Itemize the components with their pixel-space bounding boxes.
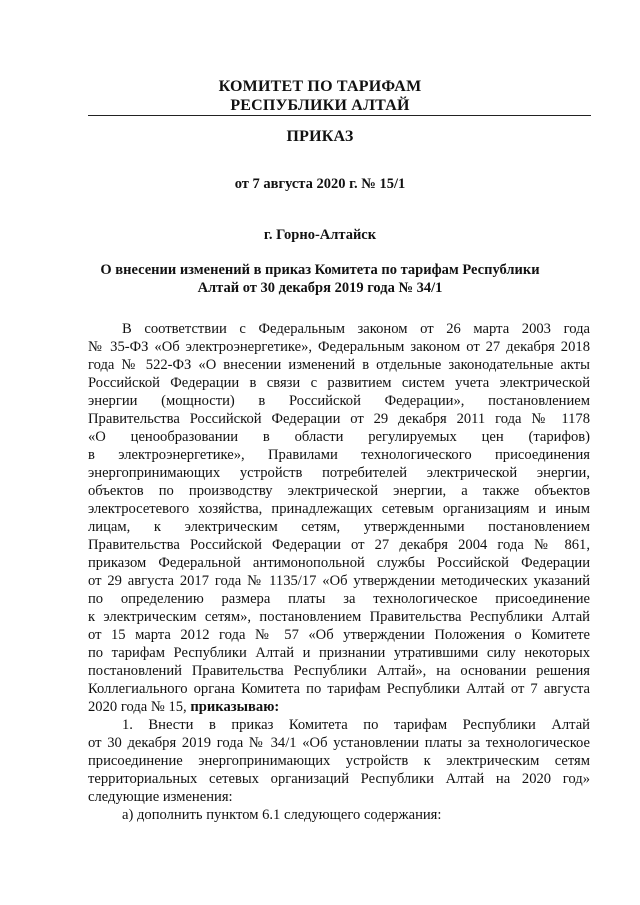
body-line: объектов по производству электрической энергии, а также объектов xyxy=(88,483,590,499)
body-line: электросетевого хозяйства, принадлежащих сетевым организациям и иным xyxy=(88,501,590,517)
doc-title-line2: Алтай от 30 декабря 2019 года № 34/1 xyxy=(197,280,443,296)
org-name-line1: КОМИТЕТ ПО ТАРИФАМ xyxy=(218,78,422,95)
body-line: № 35-ФЗ «Об электроэнергетике», Федеральным законом от 27 декабря 2018 xyxy=(88,339,590,355)
body-line: по тарифам Республики Алтай и признании утратившими силу некоторых xyxy=(88,645,590,661)
body-line: Правительства Российской Федерации от 27 декабря 2004 года № 861, xyxy=(88,537,590,553)
body-line: «О ценообразовании в области регулируемых цен (тарифов) xyxy=(88,429,590,445)
body-line: Российской Федерации в связи с развитием систем учета электрической xyxy=(88,375,590,391)
body-line: энергопринимающих устройств потребителей электрической энергии, xyxy=(88,465,590,481)
body-line: лицам, к электрическим сетям, утвержденными постановлением xyxy=(88,519,590,535)
body-line: к электрическим сетям», постановлением Правительства Республики Алтай xyxy=(88,609,590,625)
body-line: присоединение энергопринимающих устройств к электрическим сетям xyxy=(88,753,590,769)
body-line: в электроэнергетике», Правилами технологического присоединения xyxy=(88,447,590,463)
doc-type: ПРИКАЗ xyxy=(286,128,354,145)
doc-date-number: от 7 августа 2020 г. № 15/1 xyxy=(234,176,406,192)
org-name-line2: РЕСПУБЛИКИ АЛТАЙ xyxy=(230,97,410,114)
body-line: 1. Внести в приказ Комитета по тарифам Республики Алтай xyxy=(122,717,590,733)
body-line-last xyxy=(88,698,590,716)
header-divider xyxy=(88,115,591,116)
body-line: энергии (мощности) в Российской Федерации», постановлением xyxy=(88,393,590,409)
body-line: В соответствии с Федеральным законом от 26 марта 2003 года xyxy=(122,321,590,337)
doc-city: г. Горно-Алтайск xyxy=(263,227,377,243)
body-line: территориальных сетевых организаций Республики Алтай на 2020 год» xyxy=(88,771,590,787)
body-line-last: следующие изменения: xyxy=(88,789,233,805)
body-text: 2020 года № 15, xyxy=(88,699,187,715)
body-line: по определению размера платы за технологическое присоединение xyxy=(88,591,590,607)
body-line: постановлений Правительства Республики Алтай», на основании решения xyxy=(88,663,590,679)
body-line: от 15 марта 2012 года № 57 «Об утверждении Положения о Комитете xyxy=(88,627,590,643)
doc-title-line1: О внесении изменений в приказ Комитета по тарифам Республики xyxy=(100,262,540,278)
command-word: приказываю: xyxy=(190,699,280,715)
body-paragraph-3: а) дополнить пунктом 6.1 следующего содержания: xyxy=(122,807,442,823)
body-line: года № 522-ФЗ «О внесении изменений в отдельные законодательные акты xyxy=(88,357,590,373)
body-line: от 29 августа 2017 года № 1135/17 «Об утверждении методических указаний xyxy=(88,573,590,589)
body-line: Правительства Российской Федерации от 29 декабря 2011 года № 1178 xyxy=(88,411,590,427)
body-line: приказом Федеральной антимонопольной службы Российской Федерации xyxy=(88,555,590,571)
body-line: Коллегиального органа Комитета по тарифам Республики Алтай от 7 августа xyxy=(88,681,590,697)
body-line: от 30 декабря 2019 года № 34/1 «Об установлении платы за технологическое xyxy=(88,735,590,751)
